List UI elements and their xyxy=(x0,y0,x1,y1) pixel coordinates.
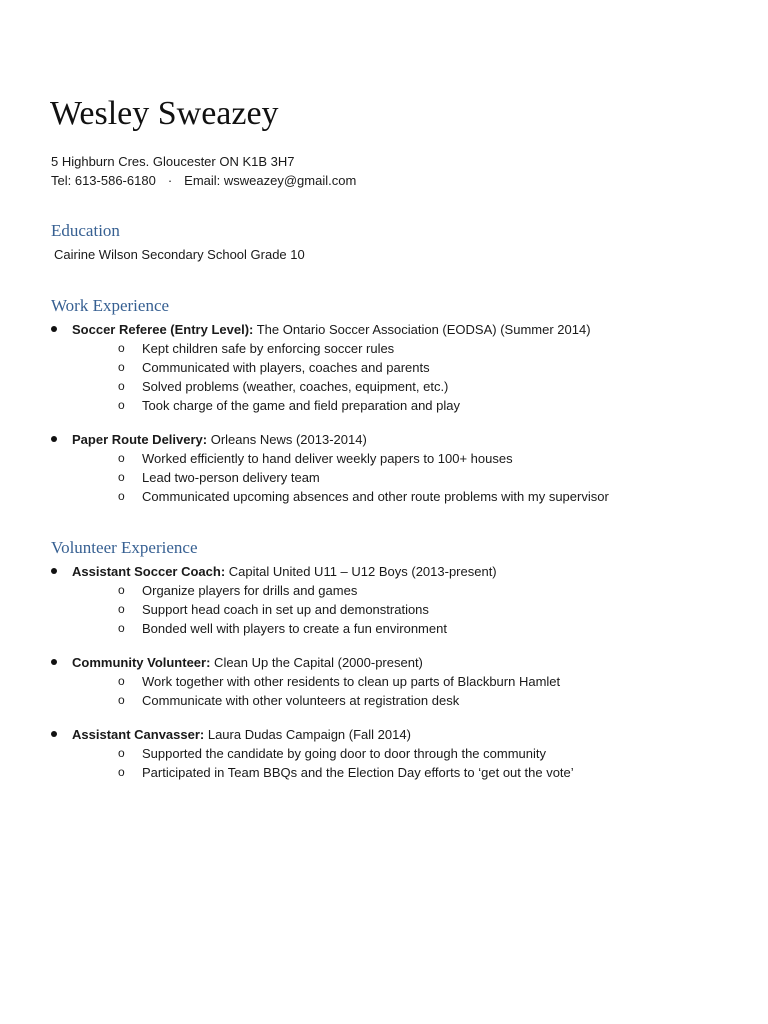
entry-detail: Laura Dudas Campaign (Fall 2014) xyxy=(204,727,411,742)
entry-sub-item xyxy=(51,619,574,638)
experience-entry xyxy=(51,725,574,782)
entry-heading-line xyxy=(51,430,609,449)
work-experience-list xyxy=(51,320,609,506)
entry-role: Assistant Canvasser: xyxy=(72,727,205,742)
sub-bullet-icon: o xyxy=(118,398,125,412)
bullet-icon xyxy=(51,430,72,449)
sub-bullet-icon: o xyxy=(118,451,125,465)
address: 5 Highburn Cres. Gloucester ON K1B 3H7 xyxy=(51,154,295,169)
entry-heading-line xyxy=(51,653,574,672)
sub-bullet-icon: o xyxy=(118,379,125,393)
sub-item-text: Work together with other residents to clean up parts of Blackburn Hamlet xyxy=(142,674,561,689)
sub-bullet-icon: o xyxy=(118,693,125,707)
volunteer-experience-list xyxy=(51,562,574,782)
sub-bullet-icon: o xyxy=(118,602,125,616)
sub-bullet-icon: o xyxy=(118,765,125,779)
phone: Tel: 613-586-6180 xyxy=(51,173,156,188)
sub-item-text: Communicated upcoming absences and other route problems with my supervisor xyxy=(142,489,609,504)
education-line: Cairine Wilson Secondary School Grade 10 xyxy=(54,247,305,262)
sub-item-text: Bonded well with players to create a fun environment xyxy=(142,621,447,636)
separator-dot: · xyxy=(167,173,173,188)
entry-sub-item xyxy=(51,487,609,506)
sub-bullet-icon: o xyxy=(118,583,125,597)
email: Email: wsweazey@gmail.com xyxy=(184,173,357,188)
entry-sub-item xyxy=(51,672,574,691)
entry-sub-item xyxy=(51,763,574,782)
sub-bullet-icon: o xyxy=(118,489,125,503)
sub-item-text: Lead two-person delivery team xyxy=(142,470,320,485)
entry-sub-item xyxy=(51,581,574,600)
sub-bullet-icon: o xyxy=(118,621,125,635)
phone-email-line xyxy=(51,171,356,190)
sub-item-text: Kept children safe by enforcing soccer rules xyxy=(142,341,395,356)
sub-item-text: Solved problems (weather, coaches, equipment, etc.) xyxy=(142,379,449,394)
entry-sub-item xyxy=(51,600,574,619)
sub-item-text: Supported the candidate by going door to door through the community xyxy=(142,746,546,761)
candidate-name: Wesley Sweazey xyxy=(50,95,279,132)
bullet-icon xyxy=(51,653,72,672)
entry-role: Paper Route Delivery: xyxy=(72,432,208,447)
sub-bullet-icon: o xyxy=(118,341,125,355)
entry-sub-item xyxy=(51,339,609,358)
experience-entry xyxy=(51,430,609,506)
entry-heading-line xyxy=(51,562,574,581)
sub-bullet-icon: o xyxy=(118,746,125,760)
education-heading: Education xyxy=(51,221,120,240)
sub-item-text: Organize players for drills and games xyxy=(142,583,358,598)
sub-item-text: Communicated with players, coaches and parents xyxy=(142,360,430,375)
entry-detail: Orleans News (2013-2014) xyxy=(207,432,367,447)
entry-sub-item xyxy=(51,691,574,710)
entry-detail: Clean Up the Capital (2000-present) xyxy=(210,655,423,670)
entry-sub-item xyxy=(51,468,609,487)
sub-item-text: Support head coach in set up and demonstrations xyxy=(142,602,429,617)
volunteer-experience-heading: Volunteer Experience xyxy=(51,538,198,557)
contact-block xyxy=(51,152,356,190)
entry-sub-item xyxy=(51,396,609,415)
sub-bullet-icon: o xyxy=(118,674,125,688)
entry-detail: The Ontario Soccer Association (EODSA) (Summer 2014) xyxy=(253,322,591,337)
entry-sub-item xyxy=(51,744,574,763)
entry-heading-line xyxy=(51,725,574,744)
sub-bullet-icon: o xyxy=(118,470,125,484)
bullet-icon xyxy=(51,320,72,339)
entry-role: Community Volunteer: xyxy=(72,655,211,670)
sub-bullet-icon: o xyxy=(118,360,125,374)
bullet-icon xyxy=(51,562,72,581)
entry-sub-item xyxy=(51,377,609,396)
sub-item-text: Worked efficiently to hand deliver weekly papers to 100+ houses xyxy=(142,451,513,466)
entry-sub-item xyxy=(51,449,609,468)
bullet-icon xyxy=(51,725,72,744)
entry-sub-item xyxy=(51,358,609,377)
sub-item-text: Communicate with other volunteers at registration desk xyxy=(142,693,460,708)
entry-role: Assistant Soccer Coach: xyxy=(72,564,226,579)
experience-entry xyxy=(51,562,574,638)
sub-item-text: Participated in Team BBQs and the Election Day efforts to ‘get out the vote’ xyxy=(142,765,574,780)
experience-entry xyxy=(51,320,609,415)
work-experience-heading: Work Experience xyxy=(51,296,170,315)
entry-role: Soccer Referee (Entry Level): xyxy=(72,322,254,337)
sub-item-text: Took charge of the game and field preparation and play xyxy=(142,398,460,413)
experience-entry xyxy=(51,653,574,710)
entry-detail: Capital United U11 – U12 Boys (2013-present) xyxy=(225,564,497,579)
entry-heading-line xyxy=(51,320,609,339)
